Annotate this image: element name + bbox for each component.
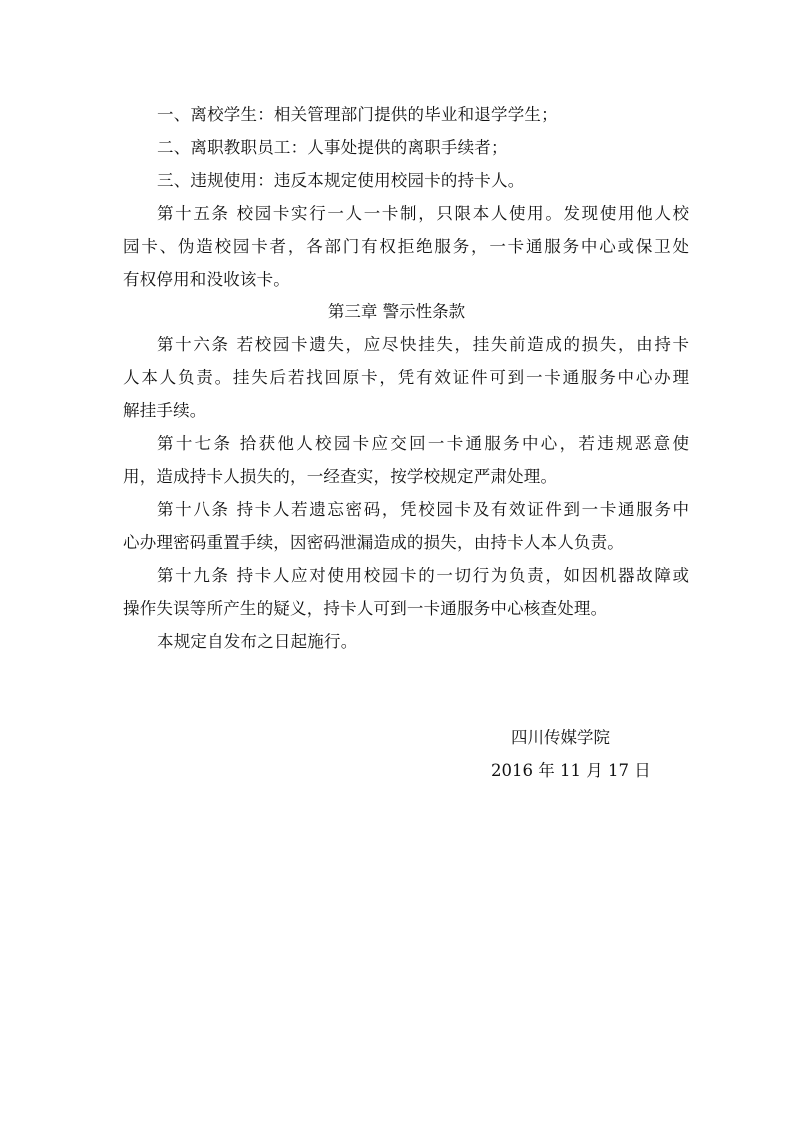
article-17-line-2: 用，造成持卡人损失的，一经查实，按学校规定严肃处理。	[123, 467, 558, 486]
clause-leaving-staff: 二、离职教职员工：人事处提供的离职手续者；	[157, 138, 508, 157]
issuer-name: 四川传媒学院	[511, 728, 610, 747]
effective-clause: 本规定自发布之日起施行。	[157, 632, 358, 651]
article-15-line-1: 第十五条 校园卡实行一人一卡制，只限本人使用。发现使用他人校	[157, 204, 689, 223]
clause-leaving-students: 一、离校学生：相关管理部门提供的毕业和退学学生；	[157, 105, 558, 124]
article-16-line-3: 解挂手续。	[123, 401, 207, 420]
article-15-line-3: 有权停用和没收该卡。	[123, 270, 290, 289]
article-18-line-1: 第十八条 持卡人若遗忘密码，凭校园卡及有效证件到一卡通服务中	[157, 500, 689, 519]
article-18-line-2: 心办理密码重置手续，因密码泄漏造成的损失，由持卡人本人负责。	[123, 533, 624, 552]
article-19-line-1: 第十九条 持卡人应对使用校园卡的一切行为负责，如因机器故障或	[157, 566, 689, 585]
article-16-line-2: 人本人负责。挂失后若找回原卡，凭有效证件可到一卡通服务中心办理	[123, 368, 689, 387]
chapter-3-heading: 第三章 警示性条款	[327, 302, 466, 321]
issue-date: 2016 年 11 月 17 日	[491, 761, 651, 780]
article-16-line-1: 第十六条 若校园卡遗失，应尽快挂失，挂失前造成的损失，由持卡	[157, 335, 689, 354]
clause-violation: 三、违规使用：违反本规定使用校园卡的持卡人。	[157, 171, 525, 190]
article-15-line-2: 园卡、伪造校园卡者，各部门有权拒绝服务，一卡通服务中心或保卫处	[123, 237, 689, 256]
article-17-line-1: 第十七条 拾获他人校园卡应交回一卡通服务中心，若违规恶意使	[157, 434, 689, 453]
article-19-line-2: 操作失误等所产生的疑义，持卡人可到一卡通服务中心核查处理。	[123, 599, 608, 618]
